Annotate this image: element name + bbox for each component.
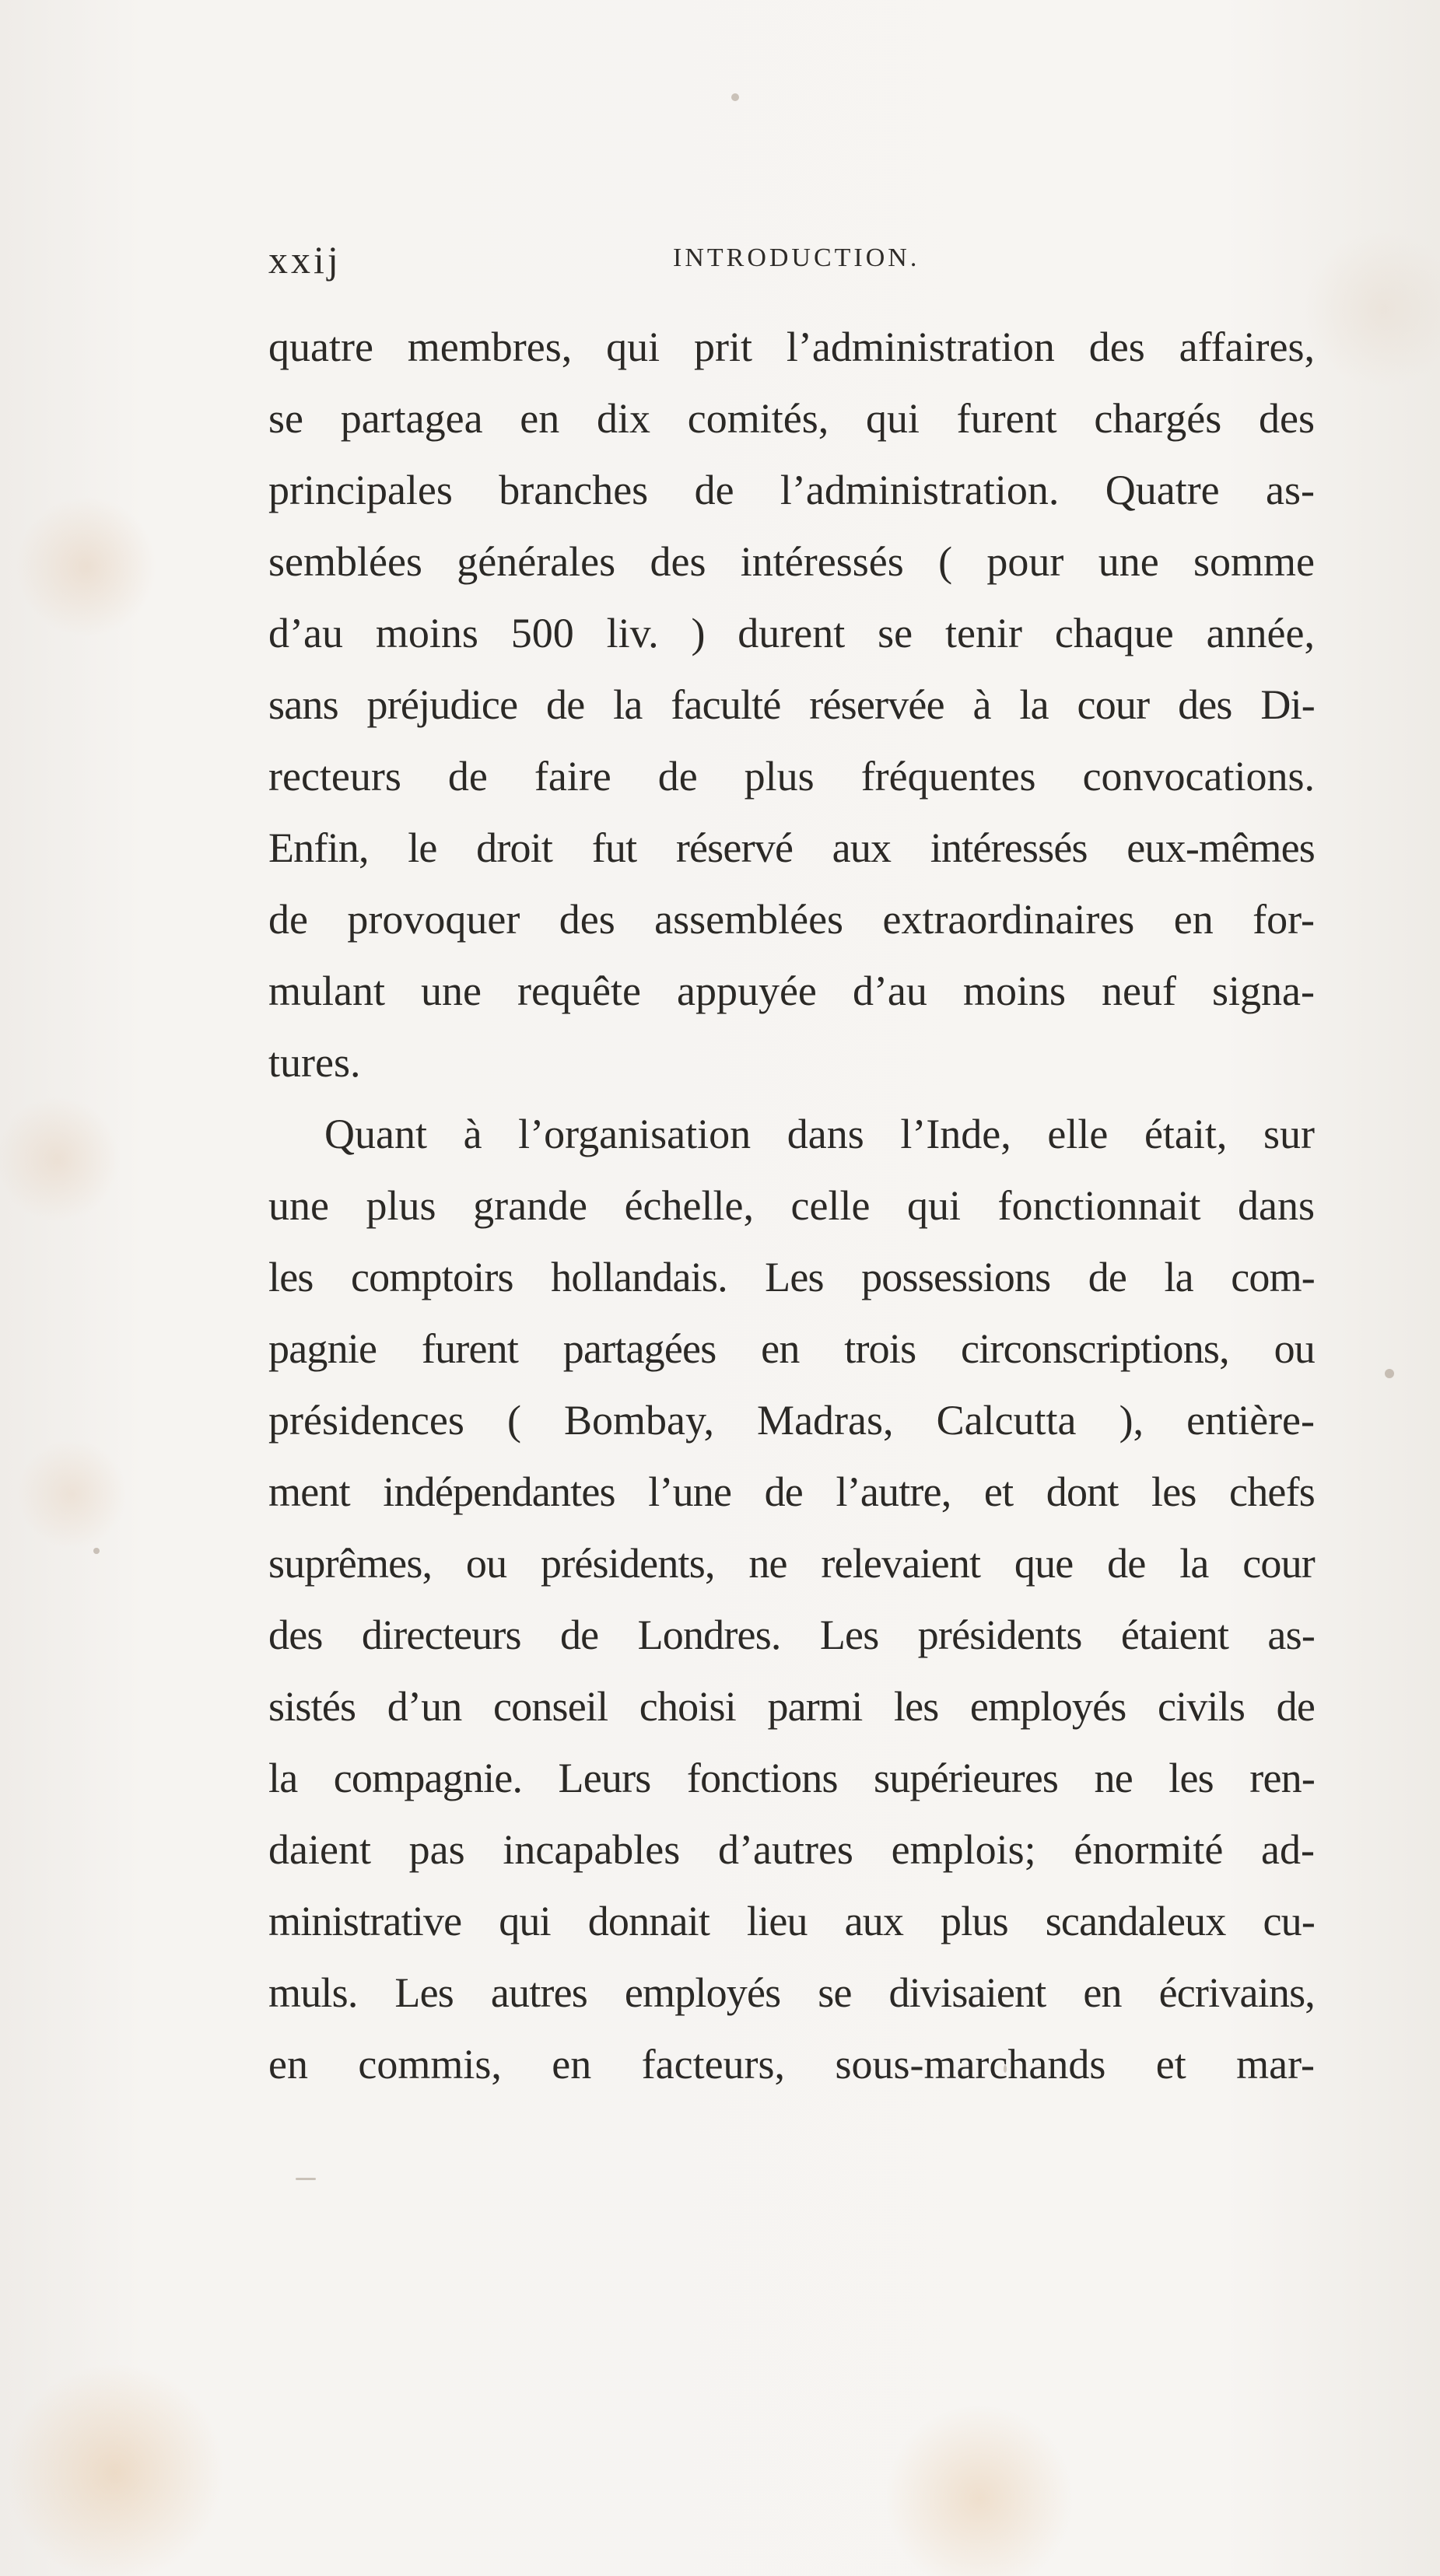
paper-speck bbox=[731, 93, 739, 101]
page-header bbox=[268, 237, 1315, 284]
text-line: tures. bbox=[268, 1039, 361, 1086]
text-line: une plus grande échelle, celle qui fonctionnait dans bbox=[268, 1182, 1315, 1229]
paper-speck bbox=[1004, 2065, 1007, 2073]
text-line: sistés d’un conseil choisi parmi les employés civils de bbox=[268, 1683, 1315, 1730]
text-line: mulant une requête appuyée d’au moins neuf signa- bbox=[268, 968, 1315, 1014]
text-line: en commis, en facteurs, sous-marchands et mar- bbox=[268, 2041, 1315, 2088]
text-line: daient pas incapables d’autres emplois; énormité ad- bbox=[268, 1826, 1315, 1873]
text-line: recteurs de faire de plus fréquentes convocations. bbox=[268, 753, 1315, 800]
text-line: suprêmes, ou présidents, ne relevaient que de la cour bbox=[268, 1540, 1315, 1587]
text-line: les comptoirs hollandais. Les possessions de la com- bbox=[268, 1254, 1315, 1300]
text-line: Enfin, le droit fut réservé aux intéressés eux-mêmes bbox=[268, 824, 1315, 871]
text-line: principales branches de l’administration. Quatre as- bbox=[268, 467, 1315, 513]
text-line: des directeurs de Londres. Les présidents étaient as- bbox=[268, 1612, 1315, 1658]
running-head: INTRODUCTION. bbox=[673, 243, 920, 272]
body-text bbox=[268, 311, 1315, 2100]
paper-speck bbox=[1385, 1369, 1394, 1378]
text-line: se partagea en dix comités, qui furent chargés des bbox=[268, 395, 1315, 442]
text-line: semblées générales des intéressés ( pour une somme bbox=[268, 538, 1315, 585]
text-line: ment indépendantes l’une de l’autre, et dont les chefs bbox=[268, 1468, 1315, 1515]
text-line: muls. Les autres employés se divisaient en écrivains, bbox=[268, 1969, 1315, 2016]
text-line: quatre membres, qui prit l’administration des affaires, bbox=[268, 324, 1315, 370]
paper-speck bbox=[93, 1548, 100, 1554]
paragraph-start-line: Quant à l’organisation dans l’Inde, elle était, sur bbox=[324, 1111, 1315, 1157]
text-line: la compagnie. Leurs fonctions supérieures ne les ren- bbox=[268, 1755, 1315, 1801]
text-line: pagnie furent partagées en trois circonscriptions, ou bbox=[268, 1325, 1315, 1372]
paper-speck bbox=[296, 2178, 316, 2180]
text-line: de provoquer des assemblées extraordinaires en for- bbox=[268, 896, 1315, 943]
text-line: ministrative qui donnait lieu aux plus scandaleux cu- bbox=[268, 1898, 1315, 1944]
page-number: xxij bbox=[268, 238, 342, 282]
text-line: présidences ( Bombay, Madras, Calcutta ), entière- bbox=[268, 1397, 1315, 1444]
text-line: d’au moins 500 liv. ) durent se tenir chaque année, bbox=[268, 610, 1315, 656]
text-line: sans préjudice de la faculté réservée à la cour des Di- bbox=[268, 681, 1315, 728]
